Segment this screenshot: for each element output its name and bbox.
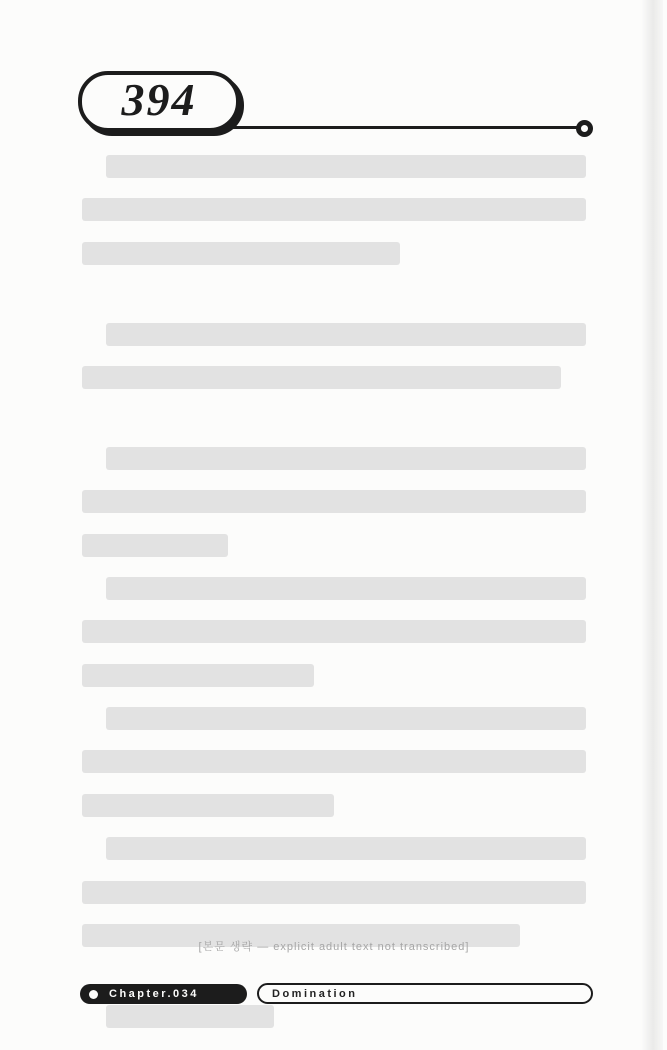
page-number-badge (78, 71, 240, 132)
redacted-text-line (82, 366, 586, 403)
header-rule (230, 126, 578, 129)
page-edge-shading (641, 0, 663, 1050)
redacted-text-line (82, 323, 586, 360)
redacted-text-line (82, 707, 586, 744)
chapter-badge (80, 984, 247, 1004)
redaction-note: [본문 생략 — explicit adult text not transcribed] (198, 941, 470, 953)
ring-endcap-icon (576, 120, 593, 137)
redacted-text-line (82, 794, 586, 831)
redacted-text-line (82, 242, 586, 279)
redacted-text-line (82, 577, 586, 614)
body-text-redacted (82, 149, 586, 1042)
redacted-text-line (82, 447, 586, 484)
series-badge (257, 983, 593, 1004)
series-label: Domination (272, 987, 358, 1000)
redacted-text-line (82, 198, 586, 235)
redacted-text-line (82, 881, 586, 918)
redacted-text-line (82, 750, 586, 787)
redacted-text-line (82, 490, 586, 527)
blank-line (82, 403, 586, 440)
redacted-text-line (82, 837, 586, 874)
redacted-text-line (82, 534, 586, 571)
redacted-text-line (82, 1005, 586, 1042)
redacted-text-line (82, 620, 586, 657)
page-number: 394 (121, 74, 197, 125)
redacted-text-line (82, 664, 586, 701)
redacted-text-line (82, 155, 586, 192)
chapter-label: Chapter.034 (109, 988, 199, 1000)
bullet-icon (89, 990, 98, 999)
blank-line (82, 279, 586, 316)
